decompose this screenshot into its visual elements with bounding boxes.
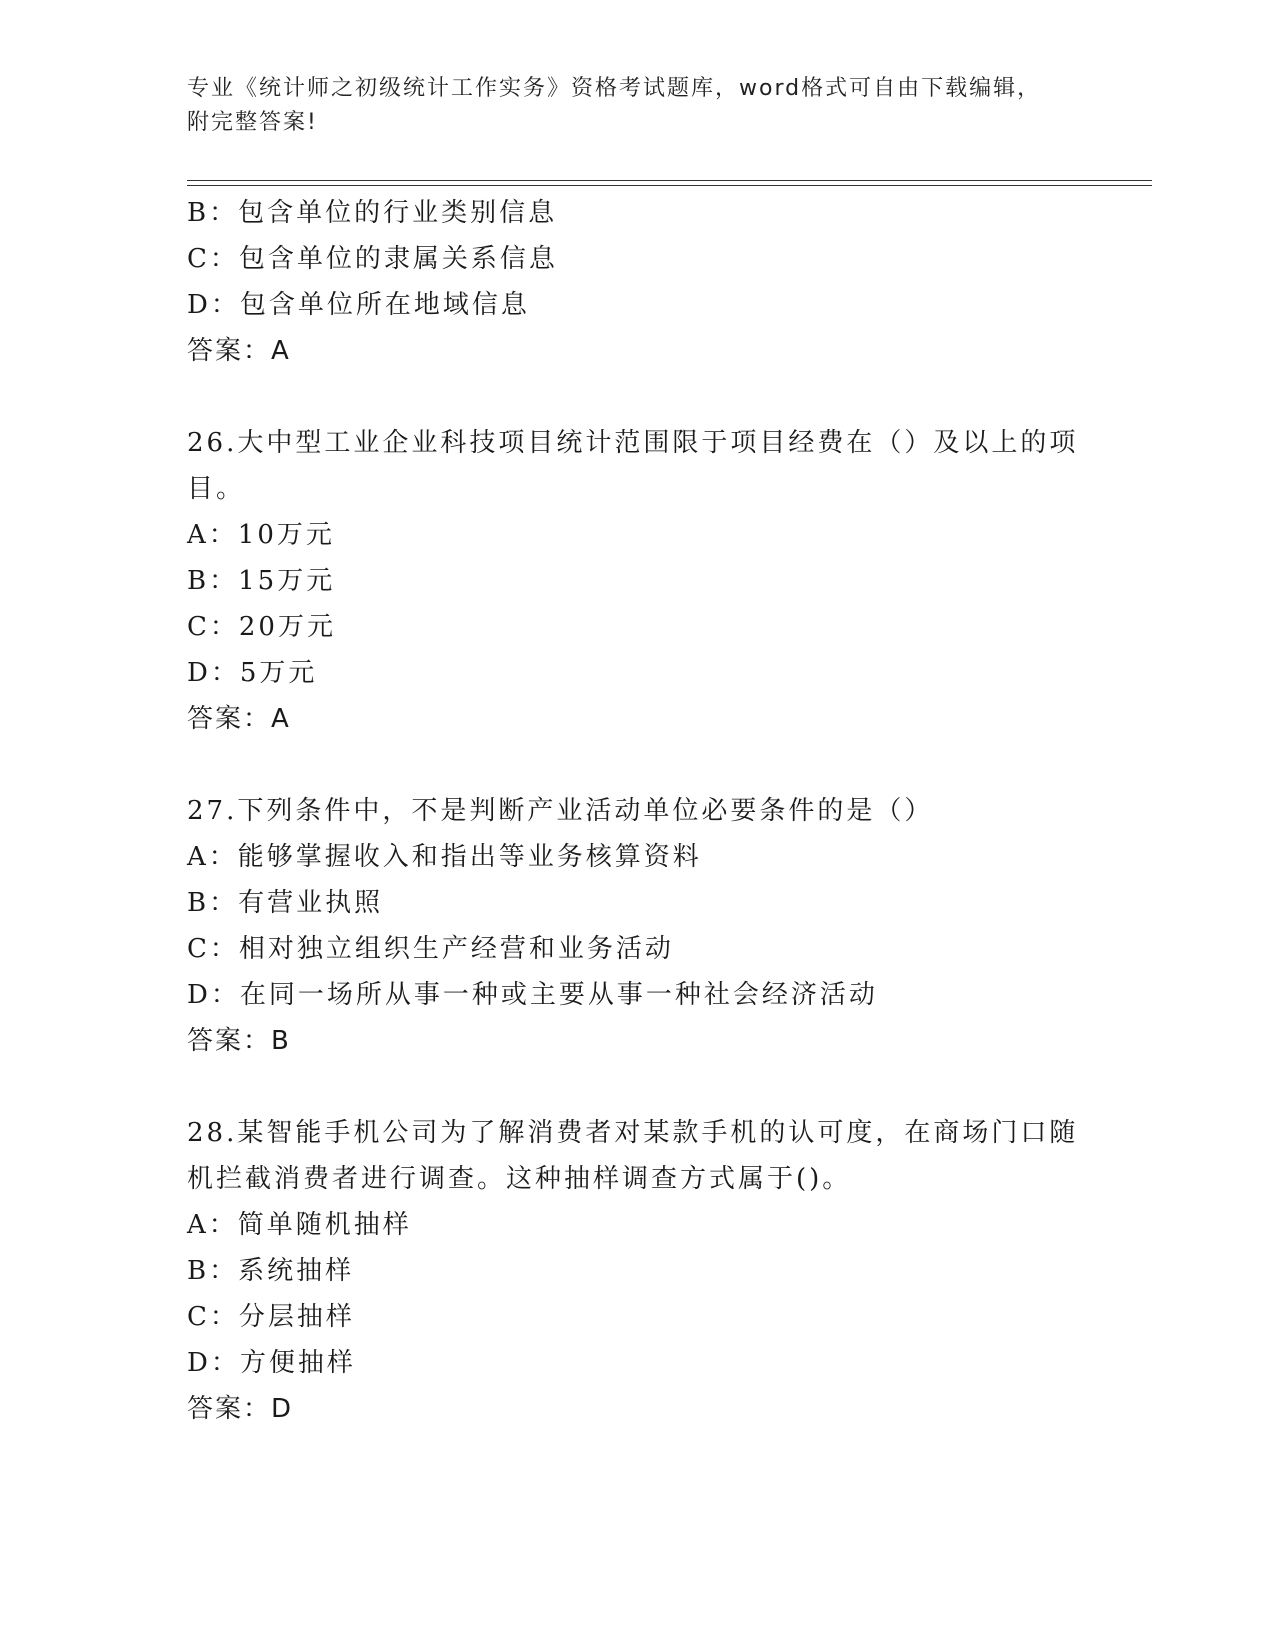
option-c: C：分层抽样 <box>187 1302 355 1332</box>
prev-question <box>187 190 1087 374</box>
option-b: B：有营业执照 <box>187 888 384 918</box>
header-divider-top <box>187 180 1152 181</box>
option-a: A：能够掌握收入和指出等业务核算资料 <box>187 842 702 872</box>
question-27 <box>187 788 1087 1064</box>
spacer <box>187 742 1087 788</box>
question-26 <box>187 420 1087 742</box>
question-list <box>187 190 1087 1432</box>
header-divider-bottom <box>187 185 1152 186</box>
option-a: A：简单随机抽样 <box>187 1210 412 1240</box>
option-a: A：10万元 <box>187 520 335 550</box>
spacer <box>187 1064 1087 1110</box>
answer-line: 答案：B <box>187 1026 291 1056</box>
question-text-line-1: 27.下列条件中，不是判断产业活动单位必要条件的是（） <box>187 796 934 826</box>
option-d: D：包含单位所在地域信息 <box>187 290 530 320</box>
answer-line: 答案：A <box>187 336 291 366</box>
question-text-line-2: 目。 <box>187 474 246 504</box>
question-text-line-2: 机拦截消费者进行调查。这种抽样调查方式属于()。 <box>187 1164 852 1194</box>
header-line-1: 专业《统计师之初级统计工作实务》资格考试题库，word格式可自由下载编辑， <box>187 76 1042 101</box>
option-c: C：20万元 <box>187 612 336 642</box>
option-d: D：在同一场所从事一种或主要从事一种社会经济活动 <box>187 980 878 1010</box>
option-d: D：5万元 <box>187 658 318 688</box>
question-text-line-1: 28.某智能手机公司为了解消费者对某款手机的认可度，在商场门口随 <box>187 1118 1079 1148</box>
answer-line: 答案：D <box>187 1394 294 1424</box>
option-c: C：包含单位的隶属关系信息 <box>187 244 558 274</box>
option-c: C：相对独立组织生产经营和业务活动 <box>187 934 674 964</box>
question-text-line-1: 26.大中型工业企业科技项目统计范围限于项目经费在（）及以上的项 <box>187 428 1079 458</box>
option-d: D：方便抽样 <box>187 1348 356 1378</box>
question-28 <box>187 1110 1087 1432</box>
option-b: B：系统抽样 <box>187 1256 355 1286</box>
answer-line: 答案：A <box>187 704 291 734</box>
document-header <box>187 72 1087 140</box>
option-b: B：包含单位的行业类别信息 <box>187 198 558 228</box>
option-b: B：15万元 <box>187 566 336 596</box>
spacer <box>187 374 1087 420</box>
header-line-2: 附完整答案! <box>187 110 318 135</box>
